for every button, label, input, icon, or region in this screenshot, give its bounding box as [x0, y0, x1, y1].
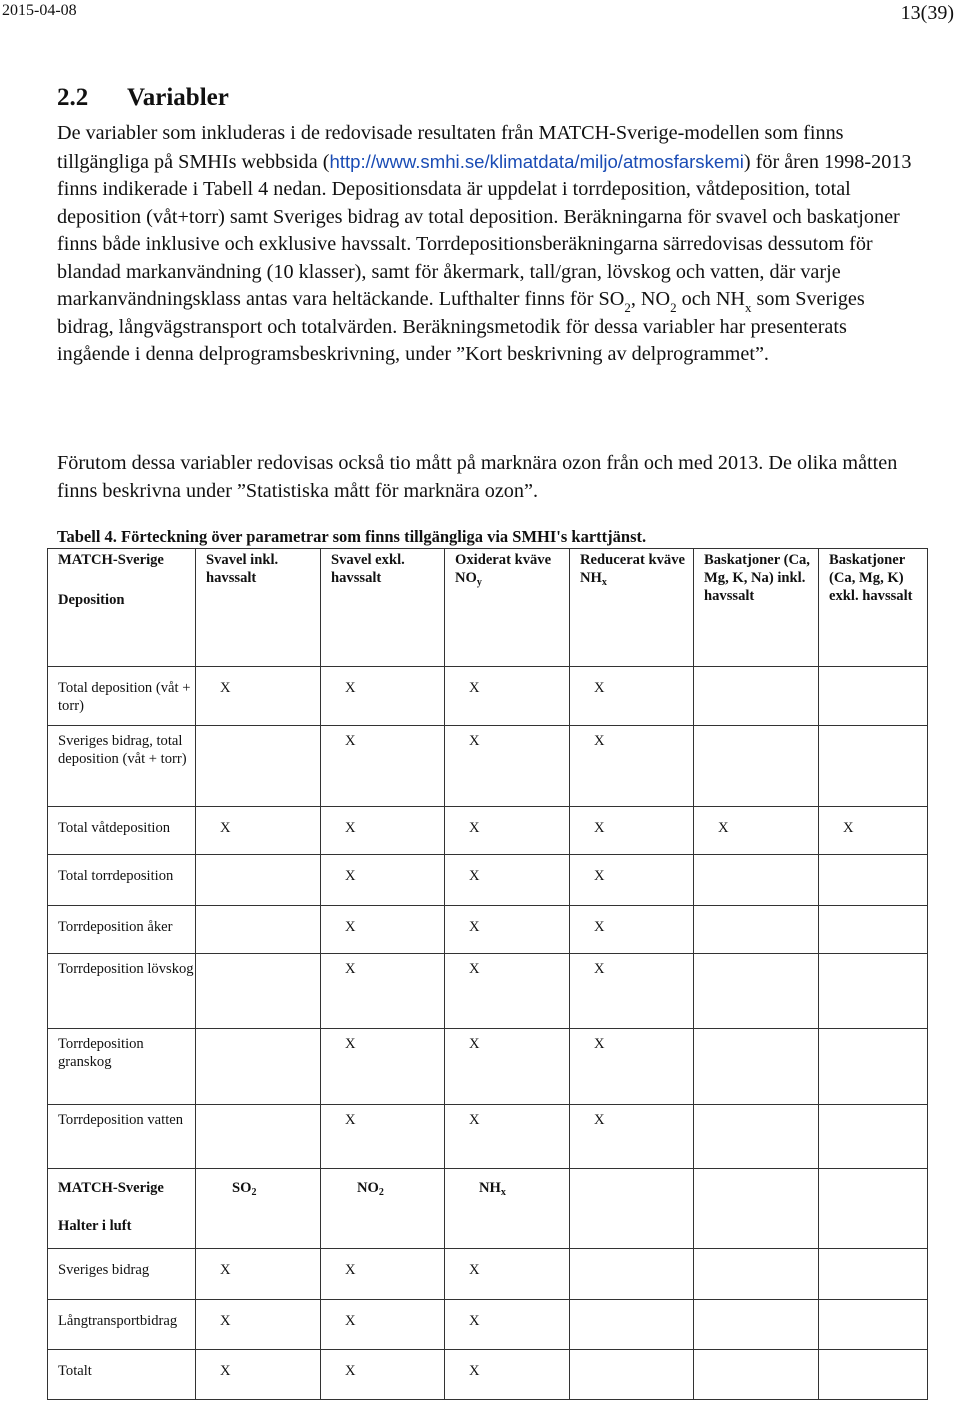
- smhi-link[interactable]: http://www.smhi.se/klimatdata/miljo/atmosfarskemi: [329, 150, 744, 172]
- cell-empty: [819, 1300, 928, 1350]
- cell-mark: X: [321, 1105, 445, 1169]
- cell-mark: X: [321, 1350, 445, 1400]
- cell-mark: X: [445, 1105, 570, 1169]
- paragraph-ozone: Förutom dessa variabler redovisas också tio mått på marknära ozon från och med 2013. De olika måtten finns beskrivna under ”Statistiska mått för marknära ozon”.: [57, 452, 898, 502]
- cell-empty: [819, 726, 928, 807]
- table-air-header-row: [48, 1169, 928, 1249]
- row-label: Total våtdeposition: [48, 807, 196, 855]
- cell-empty: [694, 1169, 819, 1249]
- cell-empty: [196, 1029, 321, 1105]
- cell-mark: X: [445, 726, 570, 807]
- row-label: Total torrdeposition: [48, 855, 196, 906]
- subscript: 2: [251, 1187, 257, 1198]
- parameter-table: [47, 548, 928, 1400]
- cell-empty: [694, 1029, 819, 1105]
- subscript: x: [601, 577, 607, 588]
- paragraph-variables: [57, 120, 917, 369]
- cell-mark: X: [445, 667, 570, 726]
- row-label: Sveriges bidrag, total deposition (våt + torr): [48, 726, 196, 807]
- section-heading: [57, 84, 229, 112]
- row-label: Torrdeposition åker: [48, 906, 196, 954]
- header-label: SO: [232, 1180, 252, 1196]
- header-label: Deposition: [58, 592, 125, 608]
- cell-mark: X: [321, 667, 445, 726]
- cell-empty: [196, 1105, 321, 1169]
- subscript: x: [500, 1187, 506, 1198]
- header-label: MATCH-Sverige: [58, 1180, 164, 1196]
- cell-empty: [570, 1169, 694, 1249]
- row-label: Torrdeposition granskog: [48, 1029, 196, 1105]
- cell-mark: X: [321, 1249, 445, 1300]
- paragraph-text: , NO: [630, 288, 671, 310]
- cell-empty: [196, 906, 321, 954]
- cell-empty: [570, 1249, 694, 1300]
- cell-empty: [819, 1029, 928, 1105]
- cell-mark: X: [321, 726, 445, 807]
- header-cell: [196, 1169, 321, 1249]
- cell-empty: [694, 667, 819, 726]
- header-cell: Svavel exkl. havssalt: [321, 549, 445, 667]
- row-label: Torrdeposition lövskog: [48, 954, 196, 1029]
- header-label: MATCH-Sverige: [58, 552, 164, 568]
- table-caption: Tabell 4. Förteckning över parametrar som finns tillgängliga via SMHI's karttjänst.: [57, 527, 647, 546]
- row-label: Total deposition (våt + torr): [48, 667, 196, 726]
- cell-mark: X: [819, 807, 928, 855]
- cell-mark: X: [321, 1300, 445, 1350]
- cell-mark: X: [445, 855, 570, 906]
- cell-mark: X: [445, 807, 570, 855]
- table-header-row: [48, 549, 928, 667]
- cell-empty: [694, 1105, 819, 1169]
- subscript: x: [744, 300, 752, 315]
- header-cell: Svavel inkl. havssalt: [196, 549, 321, 667]
- paragraph-text: och NH: [676, 288, 745, 310]
- table-row: [48, 1105, 928, 1169]
- subscript: 2: [670, 300, 677, 315]
- header-cell: Baskatjoner (Ca, Mg, K) exkl. havssalt: [819, 549, 928, 667]
- table-row: [48, 855, 928, 906]
- cell-mark: X: [445, 1249, 570, 1300]
- cell-empty: [196, 726, 321, 807]
- cell-empty: [819, 1350, 928, 1400]
- table-row: [48, 1249, 928, 1300]
- cell-mark: X: [445, 954, 570, 1029]
- cell-mark: X: [694, 807, 819, 855]
- cell-empty: [819, 906, 928, 954]
- cell-mark: X: [445, 1350, 570, 1400]
- cell-mark: X: [321, 807, 445, 855]
- cell-empty: [694, 906, 819, 954]
- cell-mark: X: [445, 1300, 570, 1350]
- header-label: NO: [357, 1180, 379, 1196]
- cell-mark: X: [570, 906, 694, 954]
- cell-mark: X: [196, 1249, 321, 1300]
- table-row: [48, 954, 928, 1029]
- cell-empty: [196, 954, 321, 1029]
- cell-mark: X: [196, 807, 321, 855]
- cell-empty: [694, 1350, 819, 1400]
- subscript: y: [476, 577, 482, 588]
- header-cell: [570, 549, 694, 667]
- header-cell: [445, 1169, 570, 1249]
- paragraph-text: De variabler som inkluderas i de redovisade resultaten från MATCH-Sverige-modellen som finns tillgängliga på SMHIs webbsida (: [57, 122, 844, 173]
- cell-mark: X: [196, 1350, 321, 1400]
- cell-empty: [196, 855, 321, 906]
- row-label: Totalt: [48, 1350, 196, 1400]
- cell-empty: [819, 1249, 928, 1300]
- cell-empty: [694, 855, 819, 906]
- row-label: Sveriges bidrag: [48, 1249, 196, 1300]
- cell-mark: X: [321, 906, 445, 954]
- cell-mark: X: [570, 1105, 694, 1169]
- cell-empty: [819, 855, 928, 906]
- cell-empty: [694, 954, 819, 1029]
- header-cell: [48, 549, 196, 667]
- cell-empty: [694, 1249, 819, 1300]
- cell-empty: [570, 1350, 694, 1400]
- cell-mark: X: [570, 855, 694, 906]
- header-cell: [445, 549, 570, 667]
- paragraph-text: som Sveriges bidrag, långvägstransport och totalvärden. Beräkningsmetodik för dessa variabler har presenterats ingående i denna delprogramsbeskrivning, under ”Kort beskrivning av delprogrammet”.: [57, 288, 865, 365]
- cell-mark: X: [570, 954, 694, 1029]
- cell-mark: X: [321, 1029, 445, 1105]
- cell-mark: X: [321, 855, 445, 906]
- header-label: Oxiderat kväve NO: [455, 552, 552, 586]
- section-title: Variabler: [127, 84, 229, 111]
- cell-empty: [694, 1300, 819, 1350]
- cell-empty: [819, 954, 928, 1029]
- header-cell: [48, 1169, 196, 1249]
- cell-empty: [819, 1105, 928, 1169]
- section-number: 2.2: [57, 84, 89, 111]
- cell-empty: [819, 1169, 928, 1249]
- header-label: Halter i luft: [58, 1218, 132, 1234]
- cell-empty: [694, 726, 819, 807]
- paragraph-text: Torrdepositionsberäkningarna särredovisas dessutom för blandad markanvändning (10 klasser), samt för åkermark, tall/gran, lövskog och vatten, där varje markanvändningsklass antas vara heltäckande. Lufthalter finns för SO: [57, 233, 873, 310]
- cell-mark: X: [445, 1029, 570, 1105]
- table-row: [48, 1350, 928, 1400]
- cell-empty: [570, 1300, 694, 1350]
- table-row: [48, 667, 928, 726]
- row-label: Torrdeposition vatten: [48, 1105, 196, 1169]
- paragraph-text: ) för åren 1998-2013 finns indikerade i Tabell 4 nedan. Depositionsdata är uppdelat i torrdeposition, våtdeposition, total deposition (våt+torr) samt Sveriges bidrag av total deposition. Beräkningarna för svavel och baskatjoner finns både inklusive och exklusive havssalt.: [57, 150, 912, 255]
- table-row: [48, 1300, 928, 1350]
- header-label: NH: [479, 1180, 501, 1196]
- table-row: [48, 1029, 928, 1105]
- row-label: Långtransportbidrag: [48, 1300, 196, 1350]
- header-cell: Baskatjoner (Ca, Mg, K, Na) inkl. havssalt: [694, 549, 819, 667]
- cell-mark: X: [570, 667, 694, 726]
- cell-mark: X: [570, 1029, 694, 1105]
- cell-empty: [819, 667, 928, 726]
- cell-mark: X: [196, 1300, 321, 1350]
- header-cell: [321, 1169, 445, 1249]
- cell-mark: X: [321, 954, 445, 1029]
- header-label: Reducerat kväve NH: [580, 552, 685, 586]
- table-row: [48, 906, 928, 954]
- table-row: [48, 726, 928, 807]
- subscript: 2: [378, 1187, 384, 1198]
- table-row: [48, 807, 928, 855]
- cell-mark: X: [445, 906, 570, 954]
- cell-mark: X: [570, 726, 694, 807]
- header-date: 2015-04-08: [2, 2, 77, 19]
- cell-mark: X: [196, 667, 321, 726]
- subscript: 2: [624, 300, 631, 315]
- cell-mark: X: [570, 807, 694, 855]
- page-number: 13(39): [900, 2, 954, 24]
